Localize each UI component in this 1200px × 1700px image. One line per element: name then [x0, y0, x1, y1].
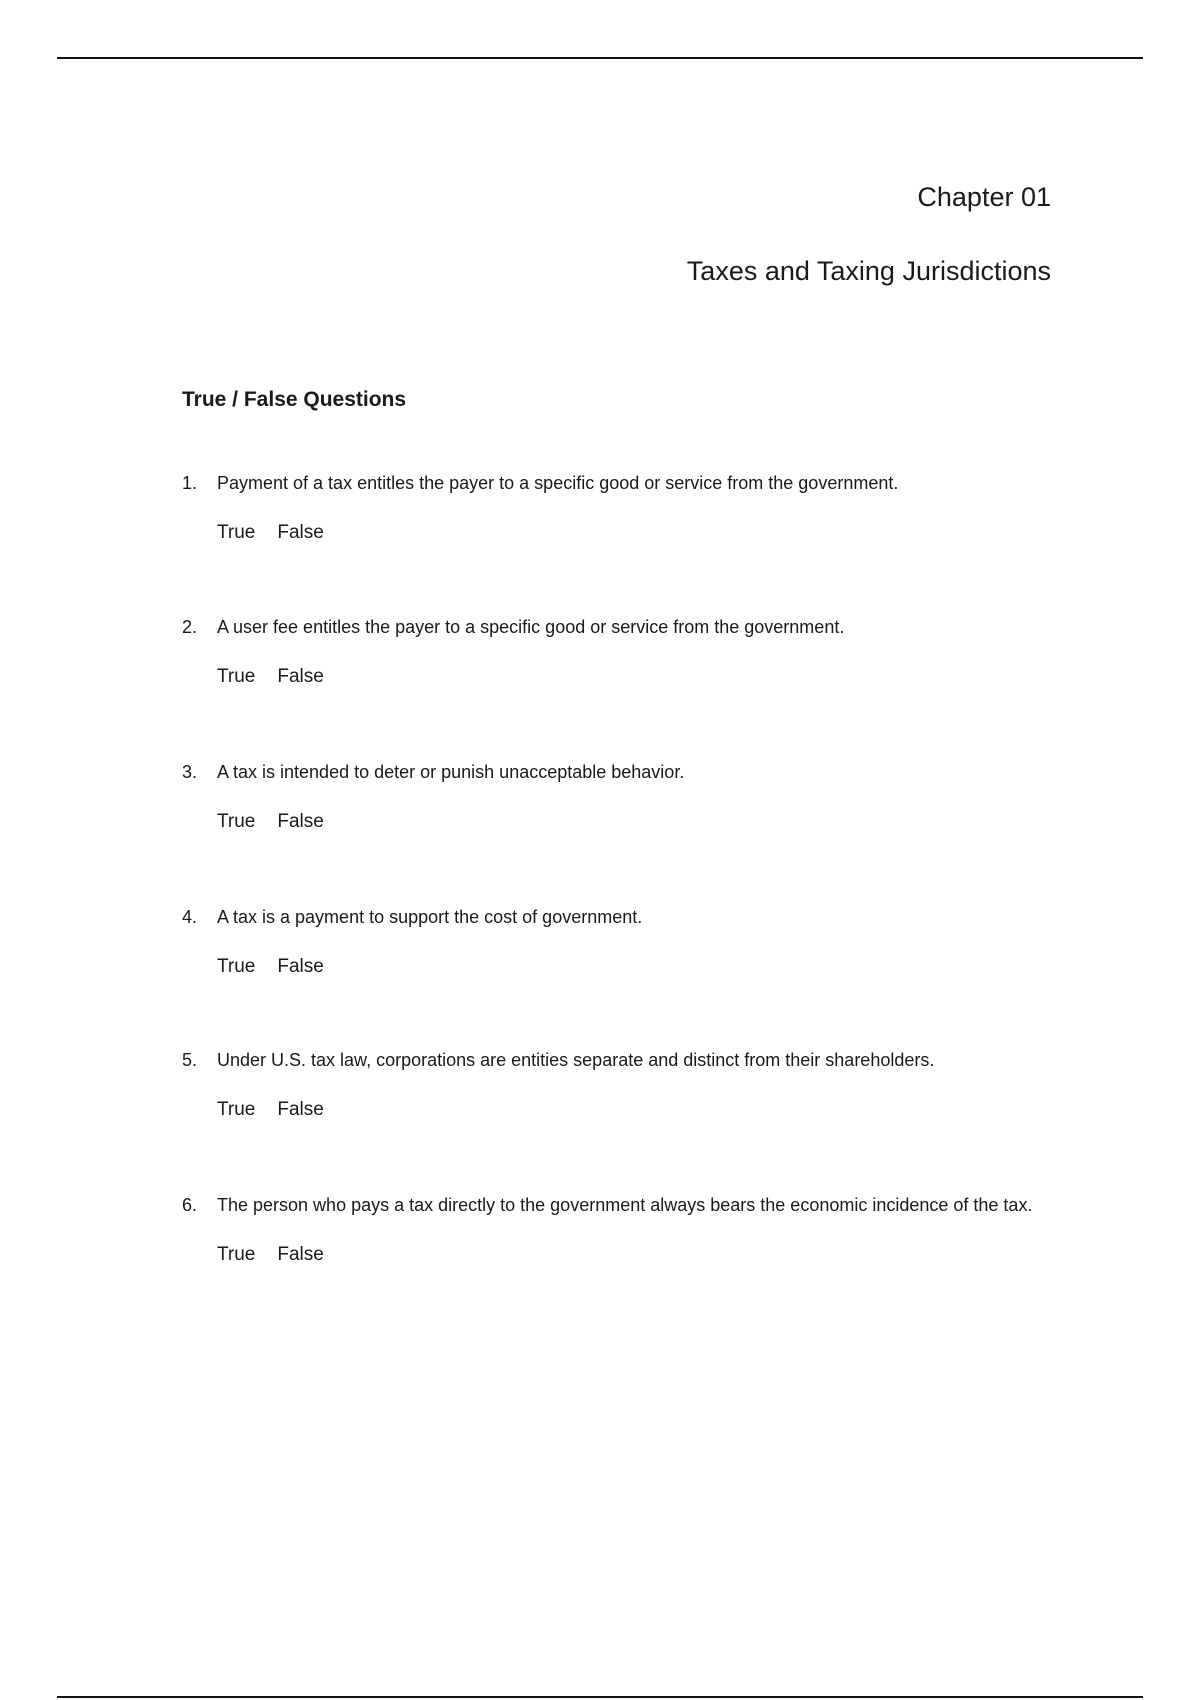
question-number: 6. — [182, 1195, 198, 1215]
chapter-number: Chapter 01 — [917, 182, 1051, 212]
choice-false[interactable]: False — [277, 522, 324, 543]
choice-true[interactable]: True — [217, 811, 256, 832]
question-text: The person who pays a tax directly to the government always bears the economic incidence of the tax. — [217, 1195, 1033, 1215]
answer-choices — [217, 664, 1052, 690]
question-text: A user fee entitles the payer to a specific good or service from the government. — [217, 617, 845, 637]
question-2 — [182, 614, 1052, 690]
question-number: 1. — [182, 473, 198, 493]
choice-false[interactable]: False — [277, 1244, 324, 1265]
question-3 — [182, 759, 1052, 835]
question-text: A tax is a payment to support the cost of government. — [217, 907, 643, 927]
top-rule — [57, 57, 1143, 59]
question-number: 4. — [182, 907, 198, 927]
answer-choices — [217, 1242, 1052, 1268]
bottom-rule — [57, 1696, 1143, 1698]
question-6 — [182, 1192, 1052, 1268]
choice-true[interactable]: True — [217, 666, 256, 687]
choice-true[interactable]: True — [217, 956, 256, 977]
choice-true[interactable]: True — [217, 1244, 256, 1265]
choice-true[interactable]: True — [217, 1099, 256, 1120]
question-4 — [182, 904, 1052, 980]
answer-choices — [217, 809, 1052, 835]
question-text: A tax is intended to deter or punish unacceptable behavior. — [217, 762, 685, 782]
question-number: 5. — [182, 1050, 198, 1070]
answer-choices — [217, 520, 1052, 546]
answer-choices — [217, 954, 1052, 980]
question-1 — [182, 470, 1052, 546]
question-number: 3. — [182, 762, 198, 782]
chapter-title: Taxes and Taxing Jurisdictions — [686, 256, 1051, 286]
answer-choices — [217, 1097, 1052, 1123]
question-text: Under U.S. tax law, corporations are entities separate and distinct from their shareholders. — [217, 1050, 935, 1070]
choice-true[interactable]: True — [217, 522, 256, 543]
choice-false[interactable]: False — [277, 1099, 324, 1120]
question-text: Payment of a tax entitles the payer to a specific good or service from the government. — [217, 473, 899, 493]
question-5 — [182, 1047, 1052, 1123]
choice-false[interactable]: False — [277, 666, 324, 687]
choice-false[interactable]: False — [277, 956, 324, 977]
section-heading: True / False Questions — [182, 388, 407, 411]
question-number: 2. — [182, 617, 198, 637]
choice-false[interactable]: False — [277, 811, 324, 832]
